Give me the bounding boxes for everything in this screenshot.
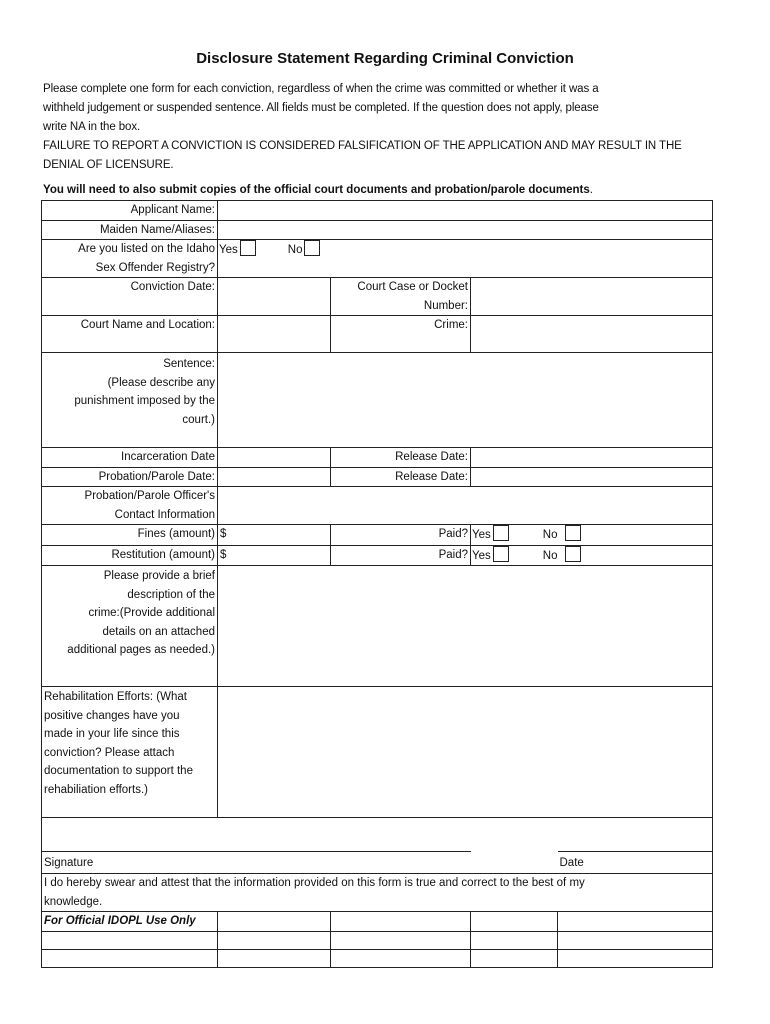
official-use-cell (558, 949, 713, 967)
maiden-name-field[interactable] (218, 220, 713, 240)
official-use-cell (218, 949, 331, 967)
registry-answer (218, 240, 713, 278)
registry-label-line: Sex Offender Registry? (95, 261, 215, 274)
instructions-line: withheld judgement or suspended sentence. All fields must be completed. If the question does not apply, please (43, 102, 599, 114)
official-use-cell (218, 931, 331, 949)
restitution-paid-no-checkbox[interactable] (565, 546, 581, 562)
official-use-cell (471, 931, 558, 949)
registry-no-label: No (287, 244, 303, 256)
rehabilitation-label (42, 687, 218, 818)
fines-paid-no-checkbox[interactable] (565, 525, 581, 541)
restitution-paid-yes-checkbox[interactable] (493, 546, 509, 562)
documents-note (43, 182, 723, 198)
court-case-label-line: Number: (423, 299, 468, 312)
documents-note-text: You will need to also submit copies of the official court documents and probation/parole documents (43, 184, 590, 196)
conviction-date-label: Conviction Date: (42, 278, 218, 316)
conviction-form (41, 200, 713, 968)
restitution-label: Restitution (amount) (42, 545, 218, 566)
description-field[interactable] (218, 566, 713, 687)
incarceration-date-label: Incarceration Date (42, 448, 218, 468)
signature-spacer (471, 854, 558, 874)
rehabilitation-label-line: rehabiliation efforts.) (44, 783, 148, 796)
restitution-paid-label: Paid? (331, 545, 471, 566)
registry-no-checkbox[interactable] (304, 240, 320, 256)
description-label-line: crime:(Provide additional (88, 607, 215, 619)
probation-date-label: Probation/Parole Date: (42, 467, 218, 487)
fines-label: Fines (amount) (42, 525, 218, 546)
date-line (558, 851, 712, 852)
official-use-cell (471, 912, 558, 932)
fines-paid-answer (471, 525, 713, 546)
sentence-label-line: (Please describe any (107, 376, 215, 389)
release-date-label: Release Date: (331, 448, 471, 468)
conviction-date-field[interactable] (218, 278, 331, 316)
documents-note-period: . (589, 184, 593, 196)
dollar-sign: $ (220, 528, 227, 540)
registry-label (42, 240, 218, 278)
attestation-line: I do hereby swear and attest that the information provided on this form is true and correct to the best of my (44, 877, 585, 889)
official-use-cell (331, 931, 471, 949)
instructions (43, 80, 723, 175)
officer-contact-label-line: Contact Information (114, 508, 215, 521)
rehabilitation-label-line: positive changes have you (44, 709, 180, 722)
fines-paid-no-label: No (542, 529, 558, 541)
description-label-line: additional pages as needed.) (67, 644, 215, 656)
signature-line (42, 851, 471, 852)
incarceration-date-field[interactable] (218, 448, 331, 468)
description-label-line: Please provide a brief (103, 570, 215, 582)
release-date-field[interactable] (471, 448, 713, 468)
date-label: Date (558, 854, 713, 874)
rehabilitation-label-line: conviction? Please attach (44, 746, 175, 759)
official-use-cell (558, 912, 713, 932)
page-title: Disclosure Statement Regarding Criminal Conviction (196, 50, 574, 67)
applicant-name-field[interactable] (218, 201, 713, 221)
instructions-line: write NA in the box. (43, 121, 141, 133)
official-use-cell (42, 931, 218, 949)
officer-contact-field[interactable] (218, 487, 713, 525)
crime-label: Crime: (331, 316, 471, 353)
fines-amount-field[interactable] (218, 525, 331, 546)
probation-release-date-field[interactable] (471, 467, 713, 487)
restitution-paid-answer (471, 545, 713, 566)
rehabilitation-label-line: Rehabilitation Efforts: (What (44, 691, 187, 703)
court-name-field[interactable] (218, 316, 331, 353)
restitution-amount-field[interactable] (218, 545, 331, 566)
dollar-sign: $ (220, 548, 227, 561)
fines-paid-label: Paid? (331, 525, 471, 546)
officer-contact-label (42, 487, 218, 525)
fines-paid-yes-checkbox[interactable] (493, 525, 509, 541)
official-use-cell (331, 949, 471, 967)
crime-field[interactable] (471, 316, 713, 353)
official-use-cell (471, 949, 558, 967)
warning-line: DENIAL OF LICENSURE. (43, 159, 174, 171)
restitution-paid-no-label: No (542, 549, 558, 562)
officer-contact-label-line: Probation/Parole Officer's (84, 490, 215, 502)
sentence-label-line: court.) (182, 413, 215, 426)
official-use-cell (42, 949, 218, 967)
sentence-label-line: punishment imposed by the (74, 395, 215, 407)
attestation-line: knowledge. (44, 895, 103, 908)
applicant-name-label: Applicant Name: (42, 201, 218, 221)
probation-release-date-label: Release Date: (331, 467, 471, 487)
rehabilitation-label-line: documentation to support the (44, 765, 193, 777)
court-name-label: Court Name and Location: (42, 316, 218, 353)
instructions-line: Please complete one form for each conviction, regardless of when the crime was committed or whether it was a (43, 83, 599, 95)
sentence-label-line: Sentence: (163, 358, 215, 370)
court-case-label-line: Court Case or Docket (357, 281, 468, 293)
description-label (42, 566, 218, 687)
restitution-paid-yes-label: Yes (472, 549, 491, 562)
official-use-label: For Official IDOPL Use Only (42, 912, 218, 932)
official-use-cell (218, 912, 331, 932)
court-case-label (331, 278, 471, 316)
probation-date-field[interactable] (218, 467, 331, 487)
sentence-field[interactable] (218, 353, 713, 448)
attestation-text (42, 874, 713, 912)
official-use-cell (558, 931, 713, 949)
rehabilitation-field[interactable] (218, 687, 713, 818)
rehabilitation-label-line: made in your life since this (44, 728, 180, 740)
court-case-field[interactable] (471, 278, 713, 316)
sentence-label (42, 353, 218, 448)
registry-label-line: Are you listed on the Idaho (78, 243, 215, 255)
registry-yes-label: Yes (219, 244, 238, 256)
warning-line: FAILURE TO REPORT A CONVICTION IS CONSIDERED FALSIFICATION OF THE APPLICATION AND MAY RESULT IN THE (43, 140, 682, 152)
signature-area[interactable] (42, 818, 713, 854)
official-use-cell (331, 912, 471, 932)
registry-yes-checkbox[interactable] (240, 240, 256, 256)
fines-paid-yes-label: Yes (472, 529, 491, 541)
maiden-name-label: Maiden Name/Aliases: (42, 220, 218, 240)
description-label-line: description of the (127, 588, 215, 601)
signature-label: Signature (42, 854, 471, 874)
description-label-line: details on an attached (102, 625, 215, 638)
